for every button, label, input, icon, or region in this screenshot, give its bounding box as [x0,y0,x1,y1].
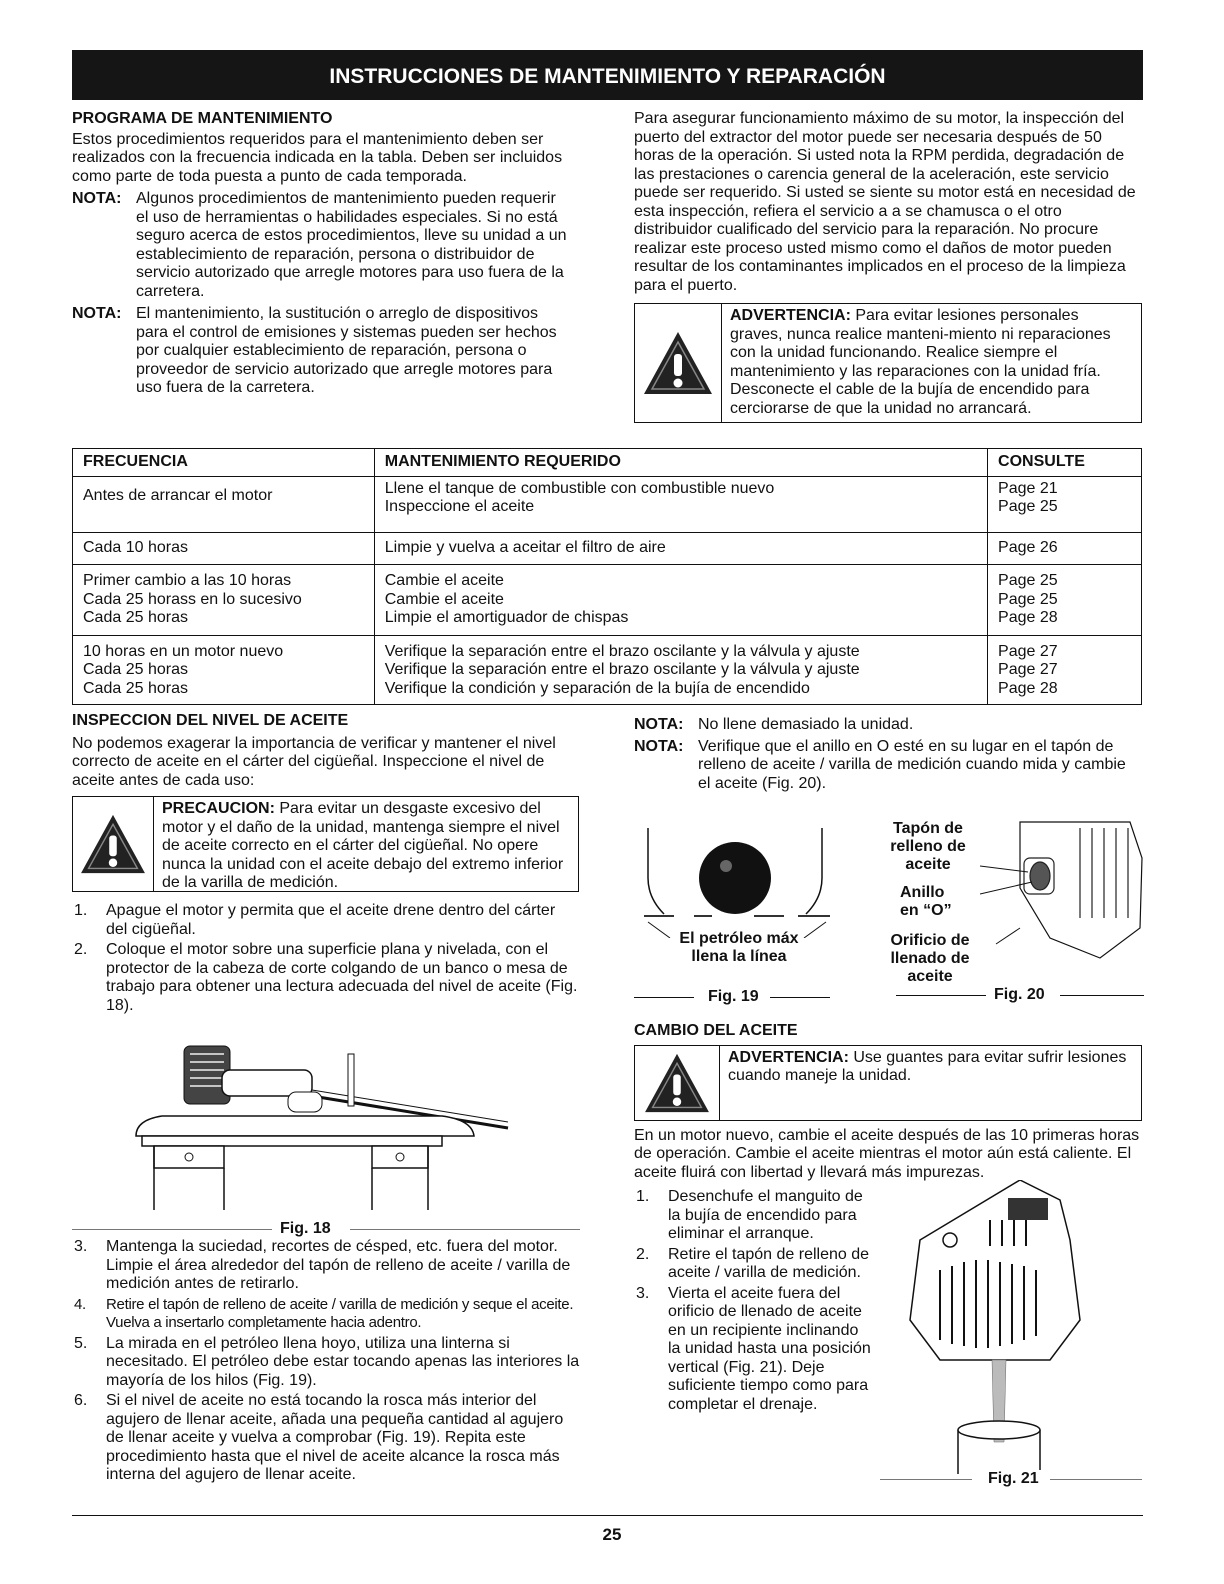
nota-right-2: NOTA: Verifique que el anillo en O esté en su lugar en el tapón de relleno de aceite / varilla de medición cuando mida y cambie el aceite (Fig. 20). [634,737,1126,792]
cambio-warning-box [634,1045,1142,1121]
table-cell: Limpie y vuelva a aceitar el filtro de aire [374,532,987,565]
inspeccion-steps-b [72,1238,580,1485]
cambio-intro: En un motor nuevo, cambie el aceite después de las 10 primeras horas de operación. Cambie el aceite mientras el motor aún está caliente. El aceite fluirá con libertad y llevará más impurezas. [634,1126,1140,1181]
table-row [73,532,1142,565]
header-mantenimiento: MANTENIMIENTO REQUERIDO [374,449,987,477]
fig19 [634,818,844,1008]
list-item: 6. Si el nivel de aceite no está tocando la rosca más interior del agujero de llenar aceite, añada una pequeña cantidad al agujero de llenar aceite y vuelva a comprobar (Fig. 19). Repita este procedimiento hasta que el nivel de aceite alcance la rosca más interna del agujero de llenar aceite. [74,1392,564,1483]
list-item: 3. Vierta el aceite fuera del orificio de llenado de aceite en un recipiente inclinando la unidad hasta una posición vertical (Fig. 21). Deje suficiente tiempo como para completar el drenaje. [636,1284,871,1413]
fig18-caption-row [72,1220,580,1240]
warning-body: Para evitar lesiones personales graves, nunca realice manteni-miento ni reparaciones con la unidad funcionando. Realice siempre el mantenimiento y las reparaciones con la unidad fría. Desconecte el cable de la bujía de encendido para cerciorarse de que la unidad no arrancará. [730,307,1111,417]
table-cell: Page 25 Page 25 Page 28 [988,565,1142,636]
table-cell: Llene el tanque de combustible con combustible nuevo Inspeccione el aceite [374,476,987,532]
programa-intro: Estos procedimientos requeridos para el mantenimiento deben ser realizados con la frecuencia indicada en la tabla. Deben ser incluidos como parte de toda puesta a punto de cada temporada. [72,130,563,185]
fig20-tapon-label: Tapón de relleno de aceite [890,820,966,873]
cambio-warning-text [720,1046,1141,1120]
fig20-orificio-label: Orificio de llenado de aceite [890,932,970,985]
cambio-warning-label: ADVERTENCIA: [728,1048,849,1066]
list-item: 1. Desenchufe el manguito de la bujía de encendido para eliminar el arranque. [636,1188,863,1242]
fig21-caption: Fig. 21 [988,1470,1039,1487]
nota-1 [72,190,568,301]
table-cell: Cambie el aceite Cambie el aceite Limpie el amortiguador de chispas [374,565,987,636]
table-cell: Antes de arrancar el motor [73,476,375,532]
fig19-caption: Fig. 19 [708,988,759,1005]
table-cell: Page 21 Page 25 [988,476,1142,532]
table-cell: 10 horas en un motor nuevo Cada 25 horas Cada 25 horas [73,635,375,705]
fig19-label: El petróleo máx llena la línea [679,930,799,965]
header-consulte: CONSULTE [988,449,1142,477]
inspeccion-steps-a [72,902,580,1015]
page-number: 25 [602,1525,622,1544]
nota-text: Algunos procedimientos de mantenimiento pueden requerir el uso de herramientas o habilidades especiales. Si no está seguro acerca de estos procedimientos, lleve su unidad a un establecimiento de reparación, persona o distribuidor de servicio autorizado que arregle motores para uso fuera de la carretera. [136,190,567,300]
table-header-row [73,449,1142,477]
nota-label: NOTA: [72,190,122,207]
list-item: 3. Mantenga la suciedad, recortes de césped, etc. fuera del motor. Limpie el área alrededor del tapón de relleno de aceite / varilla de medición antes de retirarlo. [74,1238,571,1292]
warning-triangle-icon [73,797,154,891]
list-item: 1. Apague el motor y permita que el aceite drene dentro del cárter del cigüeñal. [74,902,556,938]
precaucion-box [72,796,579,892]
inspeccion-steps-b-wrap [72,1238,580,1485]
fig20-caption-row [896,986,1144,1006]
warning-box-1 [634,303,1142,423]
table-row [73,565,1142,636]
notas-right [634,716,1142,793]
footer-rule [72,1515,1143,1516]
nota-label: NOTA: [72,305,122,322]
table-cell: Primer cambio a las 10 horas Cada 25 horass en lo sucesivo Cada 25 horas [73,565,375,636]
warning-triangle-icon [635,304,722,422]
table-cell: Cada 10 horas [73,532,375,565]
inspeccion-title: INSPECCION DEL NIVEL DE ACEITE [72,712,349,729]
inspeccion-section [72,712,580,1015]
warning-triangle-icon [635,1046,720,1120]
cambio-warning-body: Use guantes para evitar sufrir lesiones cuando maneje la unidad. [728,1048,1127,1084]
programa-section [72,110,568,398]
fig18-caption: Fig. 18 [280,1220,331,1237]
cambio-title: CAMBIO DEL ACEITE [634,1022,798,1039]
fig20-caption: Fig. 20 [994,986,1045,1003]
list-item: 4. Retire el tapón de relleno de aceite / varilla de medición y seque el aceite. Vuelva a insertarlo completamente hacia adentro. [74,1295,574,1331]
fig20 [860,818,1144,1008]
table-cell: Page 26 [988,532,1142,565]
list-item: 2. Coloque el motor sobre una superficie plana y nivelada, con el protector de la cabeza de corte colgando de un banco o mesa de trabajo para obtener una lectura adecuada del nivel de aceite (Fig. 18). [74,941,578,1014]
header-frecuencia: FRECUENCIA [73,449,375,477]
table-row [73,635,1142,705]
precaucion-label: PRECAUCION: [162,800,275,817]
maintenance-table [72,448,1142,705]
right-intro: Para asegurar funcionamiento máximo de su motor, la inspección del puerto del extractor del motor puede ser necesaria después de 50 horas de la operación. Si usted nota la RPM perdida, degradación de las prestaciones o carencia general de la aceleración, este servicio puede ser requerido. Si usted se siente su motor está en necesidad de esta inspección, refiera el servicio a a se chamusca o el otro distribuidor cualificado del servicio para la reparación. No procure realizar este proceso usted mismo como el daños de motor pueden resultar de los contaminantes implicados en el proceso de la limpieza para el puerto. [634,110,1136,294]
fig21-caption-row [880,1470,1144,1490]
precaucion-text [154,797,578,891]
nota-text: El mantenimiento, la sustitución o arreglo de dispositivos para el control de emisiones y sistemas pueden ser hechos por cualquier establecimiento de reparación, persona o proveedor de servicio autorizado que arregle motores para uso fuera de la carretera. [136,305,557,396]
fig21 [880,1180,1144,1500]
warning-text [722,304,1141,422]
cambio-steps [634,1188,874,1414]
fig19-caption-row [634,988,834,1008]
table-cell: Verifique la separación entre el brazo oscilante y la válvula y ajuste Verifique la separación entre el brazo oscilante y la válvula y ajuste Verifique la condición y separación de la bujía de encendido [374,635,987,705]
right-top-section [634,110,1142,423]
list-item: 5. La mirada en el petróleo llena hoyo, utiliza una linterna si necesitado. El petróleo debe estar tocando apenas las interiores la mayoría de los hilos (Fig. 19). [74,1334,580,1389]
nota-2 [72,305,568,398]
fig18-illustration [72,1040,580,1236]
precaucion-body: Para evitar un desgaste excesivo del motor y el daño de la unidad, mantenga siempre el nivel de aceite correcto en el cárter del cigüeñal. No opere nunca la unidad con el aceite debajo del extremo inferior de la varilla de medición. [162,800,564,891]
nota-right-1: NOTA: No llene demasiado la unidad. [634,716,914,733]
fig20-anillo-label: Anillo en “O” [900,884,952,919]
list-item: 2. Retire el tapón de relleno de aceite / varilla de medición. [636,1245,870,1281]
inspeccion-intro: No podemos exagerar la importancia de verificar y mantener el nivel correcto de aceite en el cárter del cigüeñal. Inspeccione el nivel de aceite antes de cada uso: [72,734,556,789]
table-cell: Page 27 Page 27 Page 28 [988,635,1142,705]
warning-label: ADVERTENCIA: [730,307,851,324]
section-banner: INSTRUCCIONES DE MANTENIMIENTO Y REPARACIÓN [72,50,1143,100]
table-row [73,476,1142,532]
programa-title: PROGRAMA DE MANTENIMIENTO [72,110,333,127]
